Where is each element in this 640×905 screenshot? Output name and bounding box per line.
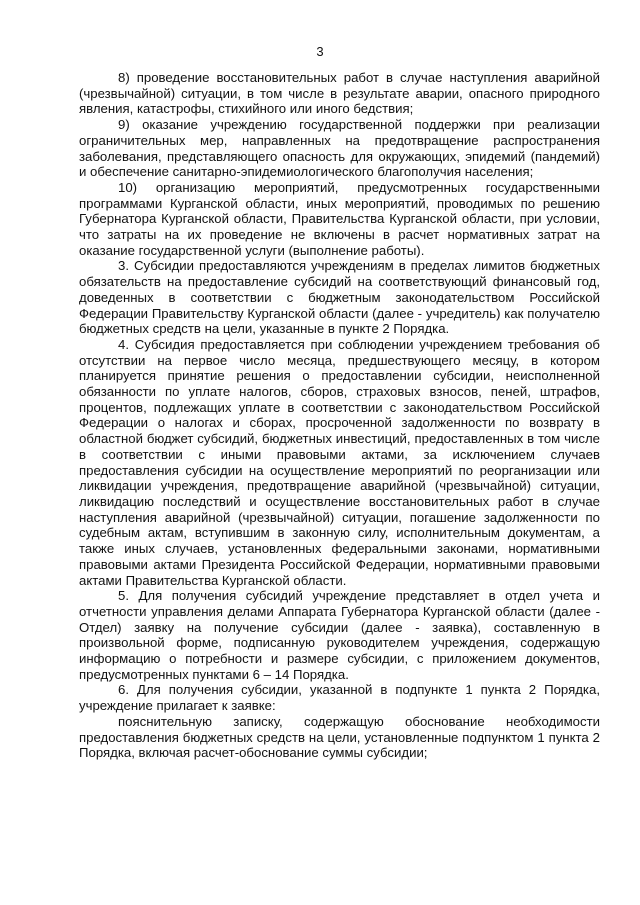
paragraph-explanatory-note: пояснительную записку, содержащую обоснование необходимости предоставления бюджетных средств на цели, установленные подпунктом 1 пункта 2 Порядка, включая расчет-обоснование суммы субсидии;	[79, 713, 600, 761]
paragraph-clause-6: 6. Для получения субсидии, указанной в подпункте 1 пункта 2 Порядка, учреждение прилагает к заявке:	[79, 682, 600, 714]
page-number: 3	[316, 44, 324, 59]
paragraph-item-9: 9) оказание учреждению государственной поддержки при реализации ограничительных мер, направленных на предотвращение распространения заболевания, представляющего опасность для окружающих, эпидемий (пандемий) и обеспечение санитарно-эпидемиологического благополучия населения;	[79, 117, 600, 180]
paragraph-clause-3: 3. Субсидии предоставляются учреждениям в пределах лимитов бюджетных обязательств на предоставление субсидий на соответствующий финансовый год, доведенных в соответствии с бюджетным законодательством Российской Федерации Правительству Курганской области (далее - учредитель) как получателю бюджетных средств на цели, указанные в пункте 2 Порядка.	[79, 258, 600, 337]
paragraph-item-8: 8) проведение восстановительных работ в случае наступления аварийной (чрезвычайной) ситуации, в том числе в результате аварии, опасного природного явления, катастрофы, стихийного или иного бедствия;	[79, 70, 600, 117]
document-body	[79, 70, 600, 761]
paragraph-clause-5: 5. Для получения субсидий учреждение представляет в отдел учета и отчетности управления делами Аппарата Губернатора Курганской области (далее - Отдел) заявку на получение субсидии (далее - заявка), составленную в произвольной форме, подписанную руководителем учреждения, содержащую информацию о потребности и размере субсидии, с приложением документов, предусмотренных пунктами 6 – 14 Порядка.	[79, 588, 600, 682]
paragraph-clause-4: 4. Субсидия предоставляется при соблюдении учреждением требования об отсутствии на первое число месяца, предшествующего месяцу, в котором планируется принятие решения о предоставлении субсидии, неисполненной обязанности по уплате налогов, сборов, страховых взносов, пеней, штрафов, процентов, подлежащих уплате в соответствии с законодательством Российской Федерации о налогах и сборах, просроченной задолженности по возврату в областной бюджет субсидий, бюджетных инвестиций, предоставленных в том числе в соответствии с иными правовыми актами, за исключением случаев предоставления субсидии на осуществление мероприятий по реорганизации или ликвидации учреждения, предотвращение аварийной (чрезвычайной) ситуации, ликвидацию последствий и осуществление восстановительных работ в случае наступления аварийной (чрезвычайной) ситуации, погашение задолженности по судебным актам, вступившим в законную силу, исполнительным документам, а также иных случаев, установленных федеральными законами, нормативными правовыми актами Президента Российской Федерации, нормативными правовыми актами Правительства Курганской области.	[79, 336, 600, 588]
paragraph-item-10: 10) организацию мероприятий, предусмотренных государственными программами Курганской области, иных мероприятий, проводимых по решению Губернатора Курганской области, Правительства Курганской области, при условии, что затраты на их проведение не включены в расчет нормативных затрат на оказание государственной услуги (выполнение работы).	[79, 179, 600, 258]
